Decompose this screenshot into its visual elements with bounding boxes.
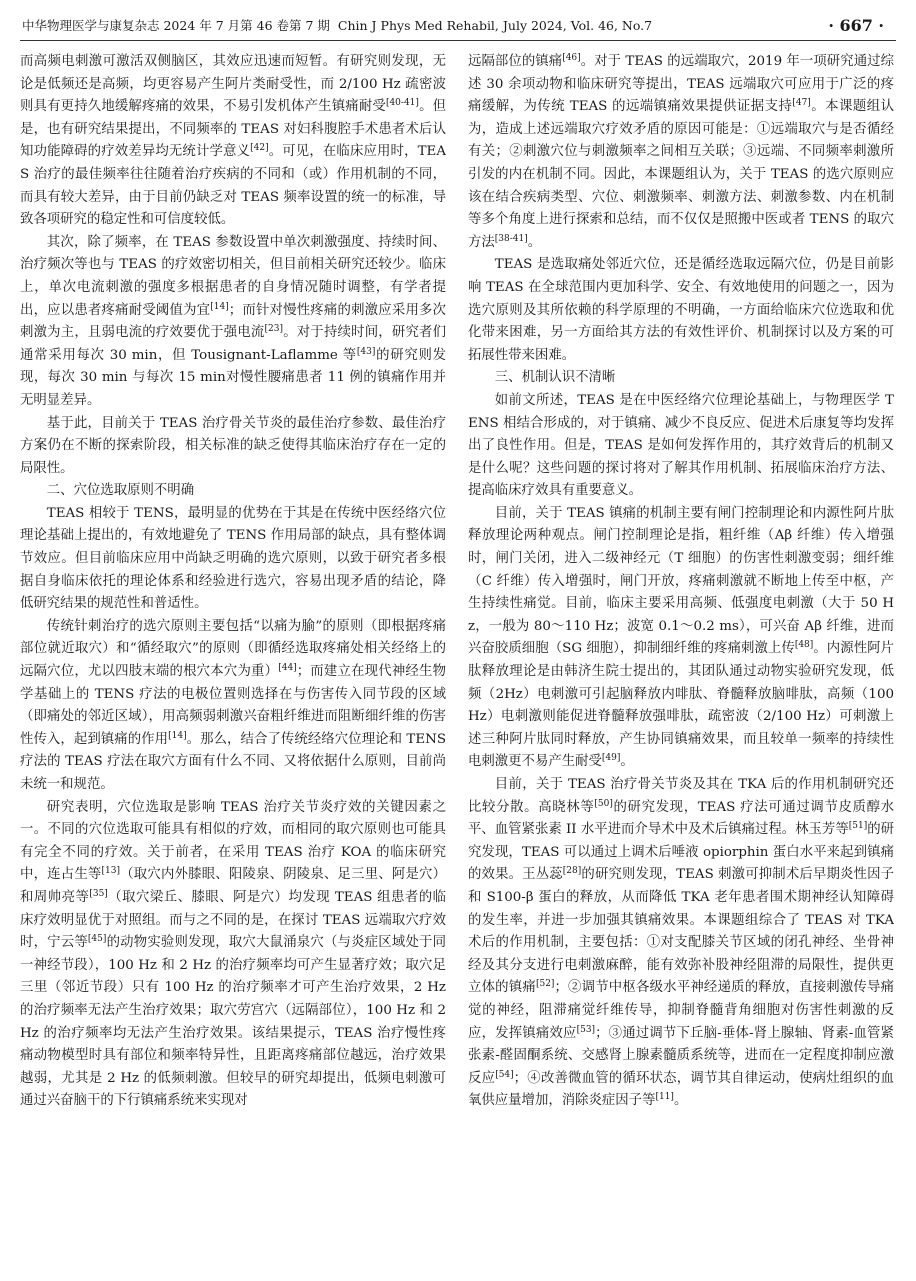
text-run: 的研究则发现，每次 30 min 与每次 15 min对慢性腰痛患者 11 例的镇痛作用并无明显差异。 bbox=[20, 347, 446, 408]
section-heading bbox=[468, 367, 894, 390]
citation-ref: [53] bbox=[576, 1024, 596, 1035]
text-run: 。本课题组认为，造成上述远端取穴疗效矛盾的原因可能是：①远端取穴与是否循经有关；②刺激穴位与刺激频率之间相互关联；③远端、不同频率刺激所引发的内在机制不同。因此，本课题组认为，关于 TEAS 的选穴原则应该在结合疾病类型、穴位、刺激频率、刺激方法、刺激参数、内在机制等多个角度上进行探索和总结，而不仅仅是照搬中医或者 TENS 的取穴方法 bbox=[468, 99, 894, 250]
journal-title-en: Chin J Phys Med Rehabil, July 2024, Vol. 46, No.7 bbox=[337, 18, 653, 33]
paragraph bbox=[20, 503, 446, 616]
citation-ref: [48] bbox=[794, 640, 814, 651]
citation-ref: [43] bbox=[356, 346, 376, 357]
citation-ref: [49] bbox=[601, 753, 621, 764]
text-run: 。 bbox=[527, 234, 542, 250]
section-heading bbox=[20, 480, 446, 503]
citation-ref: [40-41] bbox=[385, 98, 419, 109]
text-run: 的动物实验则发现，取穴大鼠涌泉穴（与炎症区域处于同一神经节段），100 Hz 和 2 Hz 的治疗频率均可产生显著疗效；取穴足三里（邻近节段）只有 100 Hz 的治疗频率才可产生治疗效果，2 Hz 的治疗频率无法产生治疗效果；取穴劳宫穴（远隔部位），100 Hz 和 2 Hz 的治疗频率均无法产生治疗效果。该结果提示，TEAS 治疗慢性疼痛动物模型时具有部位和频率特异性，且距离疼痛部位越远，治疗效果越弱，尤其是 2 Hz 的低频刺激。但较早的研究却提出，低频电刺激可通过兴奋脑干的下行镇痛系统来实现对 bbox=[20, 935, 446, 1109]
citation-ref: [35] bbox=[89, 888, 108, 899]
text-run: ；④改善微血管的循环状态，调节其自律运动，使病灶组织的血氧供应量增加，消除炎症因子等 bbox=[468, 1070, 894, 1109]
text-run: 。内源性阿片肽释放理论是由韩济生院士提出的，其团队通过动物实验研究发现，低频（2Hz）电刺激可引起脑释放内啡肽、脊髓释放脑啡肽，高频（100 Hz）电刺激则能促进脊髓释放强啡肽，疏密波（2/100 Hz）可刺激上述三种阿片肽同时释放，产生协同镇痛效果，而且较单一频率的持续性电刺激更不易产生耐受 bbox=[468, 641, 894, 770]
text-run: ；③通过调节下丘脑-垂体-肾上腺轴、肾素-血管紧张素-醛固酮系统、交感肾上腺素髓质系统等，进而在一定程度抑制应激反应 bbox=[468, 1025, 894, 1086]
page-number: · 667 · bbox=[828, 16, 884, 35]
citation-ref: [54] bbox=[495, 1069, 514, 1080]
text-run: 如前文所述，TEAS 是在中医经络穴位理论基础上，与物理医学 TENS 相结合形成的，对于镇痛、减少不良反应、促进术后康复等均发挥出了良性作用。但是，TEAS 是如何发挥作用的，其疗效背后的机制又是什么呢？这些问题的探讨将对了解其作用机制、拓展临床治疗方法、提高临床疗效具有重要意义。 bbox=[468, 392, 894, 499]
text-run: ；而建立在现代神经生物学基础上的 TENS 疗法的电极位置则选择在与伤害传入同节段的区域（即痛处的邻近区域），用高频弱刺激兴奋粗纤维进而阻断细纤维的伤害性传入，起到镇痛的作用 bbox=[20, 664, 446, 747]
citation-ref: [51] bbox=[848, 821, 868, 832]
text-run: ；而针对慢性疼痛的刺激应采用多次刺激为主，且弱电流的疗效要优于强电流 bbox=[20, 302, 446, 341]
text-run: 。对于持续时间，研究者们通常采用每次 30 min，但 Tousignant-Laflamme 等 bbox=[20, 325, 446, 363]
text-run: TEAS 是选取痛处邻近穴位，还是循经选取远隔穴位，仍是目前影响 TEAS 在全球范围内更加科学、安全、有效地使用的问题之一，因为选穴原则及其所依赖的科学原理的不明确，一方面给临床穴位选取和优化带来困难，另一方面给其方法的有效性评价、机制探讨以及方案的可拓展性带来困难。 bbox=[468, 257, 894, 363]
paragraph bbox=[468, 254, 894, 367]
paragraph bbox=[20, 797, 446, 1113]
citation-ref: [11] bbox=[655, 1092, 674, 1103]
citation-ref: [14] bbox=[210, 301, 229, 312]
paragraph bbox=[20, 413, 446, 481]
text-run: 的研究发现，TEAS 可以通过上调术后唾液 opiorphin 蛋白水平来起到镇痛的效果。王丛蕊 bbox=[468, 822, 894, 883]
text-run: 三、机制认识不清晰 bbox=[494, 370, 616, 386]
text-run: 目前，关于 TEAS 治疗骨关节炎及其在 TKA 后的作用机制研究还比较分散。高晓林等 bbox=[468, 777, 894, 815]
paragraph bbox=[468, 390, 894, 503]
text-run: 而高频电刺激可激活双侧脑区，其效应迅速而短暂。有研究则发现，无论是低频还是高频，均更容易产生阿片类耐受性，而 2/100 Hz 疏密波则具有更持久地缓解疼痛的效果，不易引发机体产生镇痛耐受 bbox=[20, 54, 446, 115]
citation-ref: [38-41] bbox=[494, 233, 528, 244]
text-run: 。 bbox=[620, 754, 634, 770]
citation-ref: [28] bbox=[562, 866, 582, 877]
text-run: 的研究发现，TEAS 疗法可通过调节皮质醇水平、血管紧张素 II 水平进而介导术中及术后镇痛过程。林玉芳等 bbox=[468, 799, 894, 838]
paragraph bbox=[20, 51, 446, 232]
citation-ref: [47] bbox=[792, 98, 811, 109]
text-run: 。那么，结合了传统经络穴位理论和 TENS 疗法的 TEAS 疗法在取穴方面有什么不同、又将依据什么原则，目前尚未统一和规范。 bbox=[20, 731, 446, 792]
text-run: 二、穴位选取原则不明确 bbox=[46, 483, 195, 499]
text-run: 。对于 TEAS 的远端取穴，2019 年一项研究通过综述 30 余项动物和临床研究等提出，TEAS 远端取穴可应用于广泛的疼痛缓解，为传统 TEAS 的远端镇痛效果提供证据支持 bbox=[468, 54, 894, 115]
text-run: ；②调节中枢各级水平神经递质的释放，直接刺激传导痛觉的神经，阻滞痛觉纤维传导，抑制脊髓背角细胞对伤害性刺激的反应，发挥镇痛效应 bbox=[468, 980, 894, 1041]
text-run: 远隔部位的镇痛 bbox=[468, 54, 563, 69]
paragraph bbox=[20, 232, 446, 413]
body-columns bbox=[20, 51, 896, 1281]
citation-ref: [23] bbox=[264, 324, 283, 335]
citation-ref: [50] bbox=[594, 798, 613, 809]
text-run: 目前，关于 TEAS 镇痛的机制主要有闸门控制理论和内源性阿片肽释放理论两种观点。闸门控制理论是指，粗纤维（Aβ 纤维）传入增强时，闸门关闭，进入二级神经元（T 细胞）的伤害性刺激变弱；细纤维（C 纤维）传入增强时，闸门开放，疼痛刺激就不断地上传至中枢，产生持续性痛觉。目前，临床主要采用高频、低强度电刺激（大于 50 Hz，一般为 80～110 Hz；波宽 0.1～0.2 ms），可兴奋 Aβ 纤维，进而兴奋胶质细胞（SG 细胞），抑制细纤维的疼痛刺激上传 bbox=[468, 505, 894, 657]
citation-ref: [52] bbox=[535, 979, 555, 990]
text-run: 。可见，在临床应用时，TEAS 治疗的最佳频率往往随着治疗疾病的不同和（或）作用机制的不同，而具有较大差异，由于目前仍缺乏对 TEAS 频率设置的统一的标准，导致各项研究的稳定性和可信度较低。 bbox=[20, 144, 446, 228]
right-column bbox=[468, 51, 894, 1281]
paragraph bbox=[468, 51, 894, 254]
text-run: 基于此，目前关于 TEAS 治疗骨关节炎的最佳治疗参数、最佳治疗方案仍在不断的探索阶段，相关标准的缺乏使得其临床治疗存在一定的局限性。 bbox=[20, 415, 446, 476]
text-run: （取穴梁丘、膝眼、阿是穴）均发现 TEAS 组患者的临床疗效明显优于对照组。而与之不同的是，在探讨 TEAS 远端取穴疗效时，宁云等 bbox=[20, 889, 446, 951]
text-run: 。 bbox=[673, 1093, 688, 1109]
left-column bbox=[20, 51, 446, 1281]
citation-ref: [44] bbox=[278, 663, 297, 674]
citation-ref: [45] bbox=[87, 934, 107, 945]
text-run: 。但是，也有研究结果提出，不同频率的 TEAS 对妇科腹腔手术患者术后认知功能障碍的疗效差异均无统计学意义 bbox=[20, 99, 446, 160]
text-run: 研究表明，穴位选取是影响 TEAS 治疗关节炎疗效的关键因素之一。不同的穴位选取可能具有相似的疗效，而相同的取穴原则也可能具有完全不同的疗效。关于前者，在采用 TEAS 治疗 KOA 的临床研究中，连占生等 bbox=[20, 799, 446, 883]
running-header bbox=[20, 14, 896, 41]
paragraph bbox=[20, 616, 446, 797]
paragraph bbox=[468, 774, 894, 1113]
text-run: TEAS 相较于 TENS，最明显的优势在于其是在传统中医经络穴位理论基础上提出的，有效地避免了 TENS 作用局部的缺点，具有整体调节效应。但目前临床应用中尚缺乏明确的选穴原则，以致于研究者多根据自身临床依托的理论体系和经验进行选穴，容易出现矛盾的结论，降低研究结果的规范性和普适性。 bbox=[20, 505, 446, 612]
header-left bbox=[22, 18, 652, 34]
citation-ref: [14] bbox=[168, 730, 187, 741]
text-run: （取穴内外膝眼、阳陵泉、阴陵泉、足三里、阿是穴）和周帅亮等 bbox=[20, 867, 446, 905]
text-run: 传统针刺治疗的选穴原则主要包括“以痛为腧”的原则（即根据疼痛部位就近取穴）和“循经取穴”的原则（即循经选取疼痛处相关经络上的远隔穴位，尤以四肢末端的根穴本穴为重） bbox=[20, 618, 446, 680]
citation-ref: [42] bbox=[250, 143, 269, 154]
citation-ref: [13] bbox=[101, 866, 120, 877]
journal-title-cn: 中华物理医学与康复杂志 2024 年 7 月第 46 卷第 7 期 bbox=[22, 18, 330, 33]
text-run: 其次，除了频率，在 TEAS 参数设置中单次刺激强度、持续时间、治疗频次等也与 TEAS 的疗效密切相关，但目前相关研究还较少。临床上，单次电流刺激的强度多根据患者的自身情况随时调整，有学者提出，应以患者疼痛耐受阈值为宜 bbox=[20, 234, 446, 318]
text-run: 的研究则发现，TEAS 刺激可抑制术后早期炎性因子和 S100-β 蛋白的释放，从而降低 TKA 老年患者围术期神经认知障碍的发生率，并进一步加强其镇痛效果。本课题组综合了 TEAS 对 TKA 术后的作用机制，主要包括：①对支配膝关节区域的闭孔神经、坐骨神经及其分支进行电刺激麻醉，能有效弥补股神经阻滞的局限性，提供更立体的镇痛 bbox=[468, 867, 894, 996]
citation-ref: [46] bbox=[562, 53, 581, 63]
paragraph bbox=[468, 503, 894, 774]
